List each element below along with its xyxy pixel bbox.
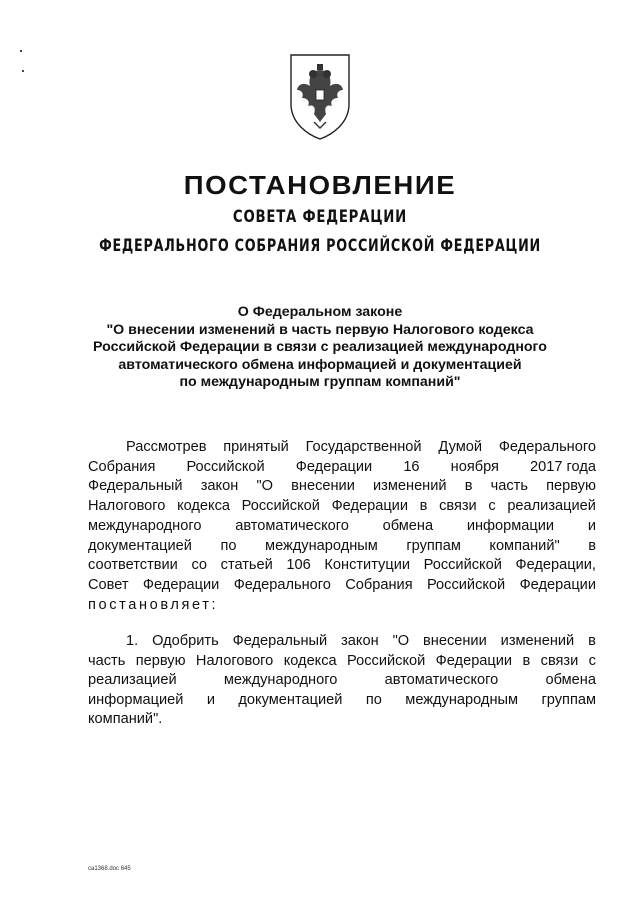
word: Российской [347, 652, 426, 669]
text-line [88, 632, 596, 652]
text-line [88, 438, 596, 458]
word: в [588, 537, 596, 554]
word: часть [88, 652, 126, 669]
text-line [88, 537, 596, 557]
subject-line: О Федеральном законе [237, 304, 403, 320]
word: соответствии [88, 557, 178, 574]
word: кодекса [283, 652, 337, 669]
text-line [88, 497, 596, 517]
word: реализацией [88, 672, 177, 689]
subject-line: "О внесении изменений в часть первую Налогового кодекса [106, 321, 534, 338]
clause-last-line: компаний". [88, 711, 163, 728]
word: обмена [382, 517, 434, 534]
text-line [88, 652, 596, 672]
word: "О [256, 478, 273, 495]
word: Государственной [305, 439, 422, 455]
word: Думой [438, 439, 482, 455]
word: Совет [88, 576, 129, 593]
word: международным [405, 691, 519, 708]
word: Федерации [142, 576, 220, 593]
word: в [419, 498, 428, 515]
word: статьей [220, 557, 273, 574]
word: Российской [186, 458, 265, 475]
word: ноября [450, 458, 499, 475]
word: Федеральный [232, 633, 328, 649]
word: Рассмотрев [126, 439, 207, 455]
issuer-line-2: ФЕДЕРАЛЬНОГО СОБРАНИЯ РОССИЙСКОЙ ФЕДЕРАЦИИ [99, 236, 541, 256]
word: первую [135, 652, 186, 669]
word: кодекса [177, 498, 231, 515]
word: первую [546, 478, 596, 495]
word: Федерации [519, 576, 596, 593]
word: Федерального [233, 576, 331, 593]
word: в [522, 652, 531, 669]
word: Налогового [88, 498, 166, 515]
word: международным [265, 537, 378, 554]
word: 1. [126, 633, 139, 649]
word: 106 [286, 557, 311, 574]
text-line [88, 691, 596, 711]
word: с [588, 652, 596, 669]
word: внесении [423, 633, 487, 649]
word: изменений [500, 633, 575, 649]
word: принятый [223, 439, 289, 455]
word: реализацией [507, 498, 596, 515]
text-line [88, 576, 596, 596]
word: Российской [423, 557, 502, 574]
word: информации [466, 517, 555, 534]
subject-line: Российской Федерации в связи с реализацией международного [93, 339, 547, 355]
word: изменений [373, 478, 447, 495]
word: часть [490, 478, 528, 495]
word: 16 [403, 458, 420, 475]
word: автоматического [384, 672, 499, 689]
word: и [587, 517, 596, 534]
word: со [191, 557, 208, 574]
word: по [220, 537, 237, 554]
word: документацией [88, 537, 192, 554]
word: в [464, 478, 473, 495]
word: Собрания [88, 458, 156, 475]
word: Федерации [331, 498, 408, 515]
issuer-line-1: СОВЕТА ФЕДЕРАЦИИ [232, 207, 408, 227]
word: обмена [545, 672, 596, 689]
word: Федерального [498, 439, 596, 455]
file-reference: ca1368.doc 645 [88, 866, 131, 872]
word: документацией [238, 691, 343, 708]
word: Налогового [195, 652, 274, 669]
word: Собрания [345, 576, 413, 593]
word: связи [439, 498, 477, 515]
word: "О [392, 633, 410, 649]
clause-1-paragraph [88, 632, 596, 730]
document-title: ПОСТАНОВЛЕНИЕ [183, 170, 457, 200]
word: 2017 года [530, 458, 596, 475]
word: международного [223, 672, 338, 689]
resolves-word: постановляет: [88, 596, 219, 613]
word: закон [341, 633, 379, 649]
scan-speck [20, 50, 22, 52]
law-subject [60, 304, 580, 392]
text-line [88, 458, 596, 478]
word: Российской [241, 498, 320, 515]
word: информацией [88, 691, 184, 708]
word: Федеральный [88, 478, 183, 495]
word: Конституции [324, 557, 411, 574]
text-line [88, 556, 596, 576]
word: группам [406, 537, 461, 554]
scan-speck [22, 70, 24, 72]
word: автоматического [235, 517, 349, 534]
text-line [88, 477, 596, 497]
word: Одобрить [152, 633, 219, 649]
word: внесении [291, 478, 355, 495]
word: с [488, 498, 496, 515]
word: и [206, 691, 215, 708]
word: в [588, 633, 596, 649]
word: Федерации [295, 458, 373, 475]
text-line [88, 517, 596, 537]
preamble-paragraph [88, 438, 596, 615]
subject-line: по международным группам компаний" [179, 374, 461, 390]
word: группам [541, 691, 596, 708]
word: закон [200, 478, 239, 495]
coat-of-arms-emblem [288, 52, 352, 142]
word: компаний" [489, 537, 560, 554]
subject-line: автоматического обмена информацией и документацией [118, 356, 522, 373]
text-line [88, 671, 596, 691]
word: Федерации [435, 652, 513, 669]
word: по [365, 691, 382, 708]
word: Федерации, [515, 557, 596, 574]
word: связи [540, 652, 579, 669]
word: Российской [426, 576, 506, 593]
word: международного [88, 517, 202, 534]
